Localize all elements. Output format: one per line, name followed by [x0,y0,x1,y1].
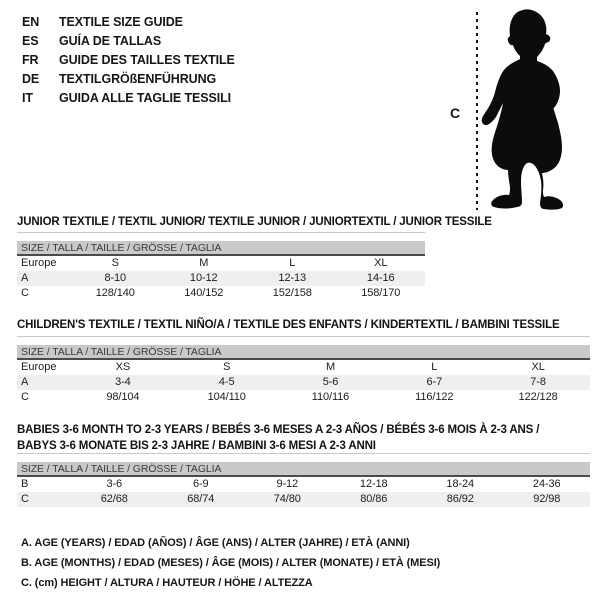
table-cell: 98/104 [106,391,140,403]
language-code: EN [22,15,40,29]
table-title-line: BABIES 3-6 MONTH TO 2-3 YEARS / BEBÉS 3-6 MESES A 2-3 AÑOS / BÉBÉS 3-6 MOIS À 2-3 ANS / [17,424,540,436]
table-cell: 8-10 [104,272,127,284]
row-label: Europe [21,361,57,373]
table-cell: 110/116 [311,391,350,403]
table-row [17,360,590,375]
language-title: TEXTILGRÖßENFÜHRUNG [59,72,217,86]
size-header-bar: SIZE / TALLA / TAILLE / GRÖSSE / TAGLIA [17,462,590,477]
table-cell: 9-12 [276,478,299,490]
language-row [22,32,235,51]
language-code: FR [22,53,39,67]
table-cell: 152/158 [272,287,312,299]
table-title-children [17,319,560,331]
table-cell: L [431,361,438,373]
footnotes [21,533,440,593]
table-cell: 12-13 [278,272,307,284]
table-row [17,256,425,271]
table-cell: 24-36 [532,478,561,490]
row-label: B [21,478,29,490]
language-code: ES [22,34,39,48]
table-cell: 122/128 [518,391,558,403]
table-cell: 158/170 [361,287,401,299]
table-cell: XL [374,257,388,269]
table-row [17,286,425,301]
row-label: C [21,493,29,505]
table-cell: 80/86 [360,493,388,505]
table-cell: 116/122 [415,391,454,403]
table-cell: 74/80 [273,493,301,505]
table-title-line: BABYS 3-6 MONATE BIS 2-3 JAHRE / BAMBINI 3-6 MESI A 2-3 ANNI [17,440,376,452]
table-cell: M [325,361,336,373]
row-label: C [21,287,29,299]
language-title: GUIDE DES TAILLES TEXTILE [59,53,235,67]
size-header-bar: SIZE / TALLA / TAILLE / GRÖSSE / TAGLIA [17,241,425,256]
language-row [22,89,235,108]
language-title: GUIDA ALLE TAGLIE TESSILI [59,91,232,105]
table-title-junior [17,216,492,228]
language-title: GUÍA DE TALLAS [59,34,162,48]
language-code: DE [22,72,40,86]
table-cell: 18-24 [446,478,475,490]
table-title-babies [17,422,539,454]
table-cell: 140/152 [184,287,224,299]
table-cell: 6-9 [192,478,209,490]
table-title-line: JUNIOR TEXTILE / TEXTIL JUNIOR/ TEXTILE JUNIOR / JUNIORTEXTIL / JUNIOR TESSILE [17,216,492,228]
table-cell: M [199,257,209,269]
table-cell: 6-7 [426,376,443,388]
table-cell: S [111,257,119,269]
table-body [17,477,590,507]
table-cell: 5-6 [322,376,339,388]
table-cell: 14-16 [366,272,395,284]
table-cell: 62/68 [100,493,128,505]
table-cell: 92/98 [533,493,561,505]
baby-silhouette-icon [481,8,571,213]
table-cell: L [289,257,296,269]
language-row [22,51,235,70]
table-row [17,271,425,286]
note-a: A. AGE (YEARS) / EDAD (AÑOS) / ÂGE (ANS) / ALTER (JAHRE) / ETÀ (ANNI) [21,537,410,549]
table-cell: 3-4 [115,376,131,388]
table-cell: S [223,361,231,373]
height-marker-label: C [450,105,461,121]
table-cell: XL [531,361,545,373]
size-table-babies [17,453,590,507]
size-table-junior [17,232,425,301]
note-c: C. (cm) HEIGHT / ALTURA / HAUTEUR / HÖHE / ALTEZZA [21,577,313,589]
table-cell: 7-8 [530,376,546,388]
height-measure-line [476,12,478,210]
table-cell: 10-12 [189,272,218,284]
language-code: IT [22,91,33,105]
note-b: B. AGE (MONTHS) / EDAD (MESES) / ÂGE (MOIS) / ALTER (MONATE) / ETÀ (MESI) [21,557,441,569]
table-cell: 12-18 [359,478,388,490]
table-cell: 86/92 [446,493,474,505]
table-row [17,477,590,492]
row-label: Europe [21,257,57,269]
table-cell: XS [115,361,131,373]
table-row [17,492,590,507]
row-label: A [21,376,29,388]
row-label: C [21,391,29,403]
table-row [17,375,590,390]
row-label: A [21,272,29,284]
size-header-bar: SIZE / TALLA / TAILLE / GRÖSSE / TAGLIA [17,345,590,360]
table-cell: 68/74 [187,493,215,505]
table-cell: 3-6 [106,478,123,490]
table-cell: 4-5 [218,376,235,388]
table-cell: 128/140 [95,287,135,299]
size-table-children [17,336,590,405]
table-cell: 104/110 [207,391,246,403]
table-body [17,256,425,301]
table-title-line: CHILDREN'S TEXTILE / TEXTIL NIÑO/A / TEXTILE DES ENFANTS / KINDERTEXTIL / BAMBINI TESSILE [17,319,560,331]
language-title: TEXTILE SIZE GUIDE [59,15,183,29]
language-row [22,70,235,89]
language-title-block [22,13,235,108]
table-row [17,390,590,405]
language-row [22,13,235,32]
table-body [17,360,590,405]
